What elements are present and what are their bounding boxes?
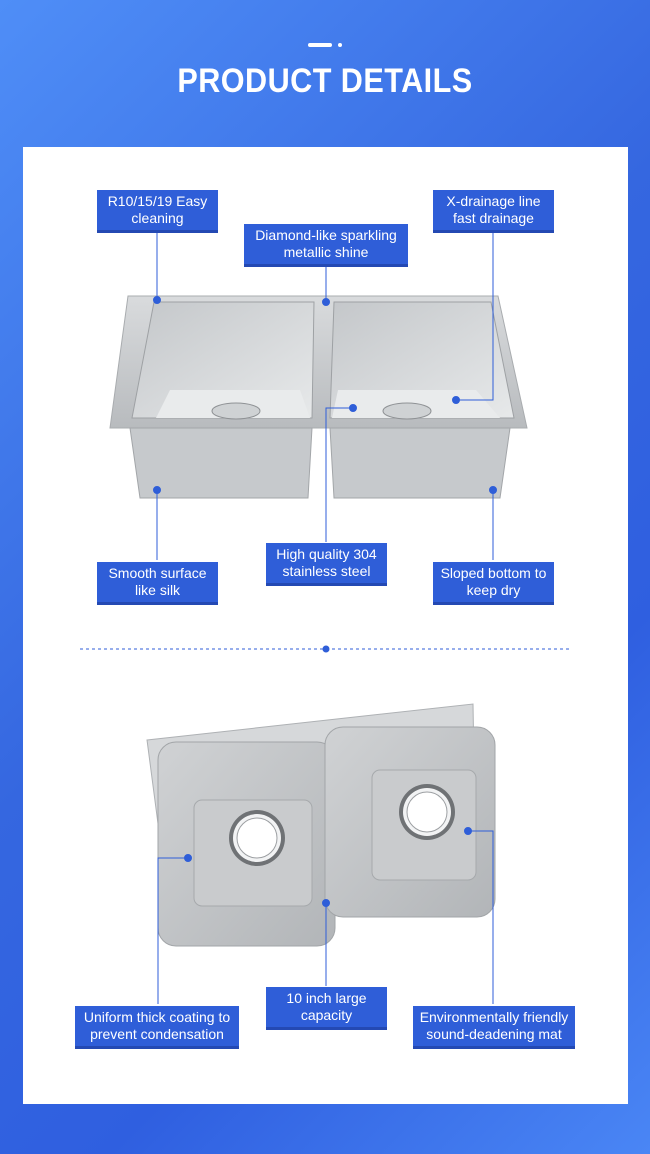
label-sloped-bottom: Sloped bottom to keep dry xyxy=(433,562,554,602)
top-sink-image xyxy=(110,296,527,498)
label-metallic-shine: Diamond-like sparkling metallic shine xyxy=(244,224,408,264)
label-easy-cleaning: R10/15/19 Easy cleaning xyxy=(97,190,218,230)
section-divider xyxy=(80,646,572,653)
label-x-drainage: X-drainage line fast drainage xyxy=(433,190,554,230)
label-stainless-steel: High quality 304 stainless steel xyxy=(266,543,387,583)
label-sound-deadening: Environmentally friendly sound-deadening mat xyxy=(413,1006,575,1046)
label-large-capacity: 10 inch large capacity xyxy=(266,987,387,1027)
label-smooth-surface: Smooth surface like silk xyxy=(97,562,218,602)
page-title: PRODUCT DETAILS xyxy=(177,62,473,100)
label-thick-coating: Uniform thick coating to prevent condensation xyxy=(75,1006,239,1046)
bottom-sink-image xyxy=(147,704,495,946)
